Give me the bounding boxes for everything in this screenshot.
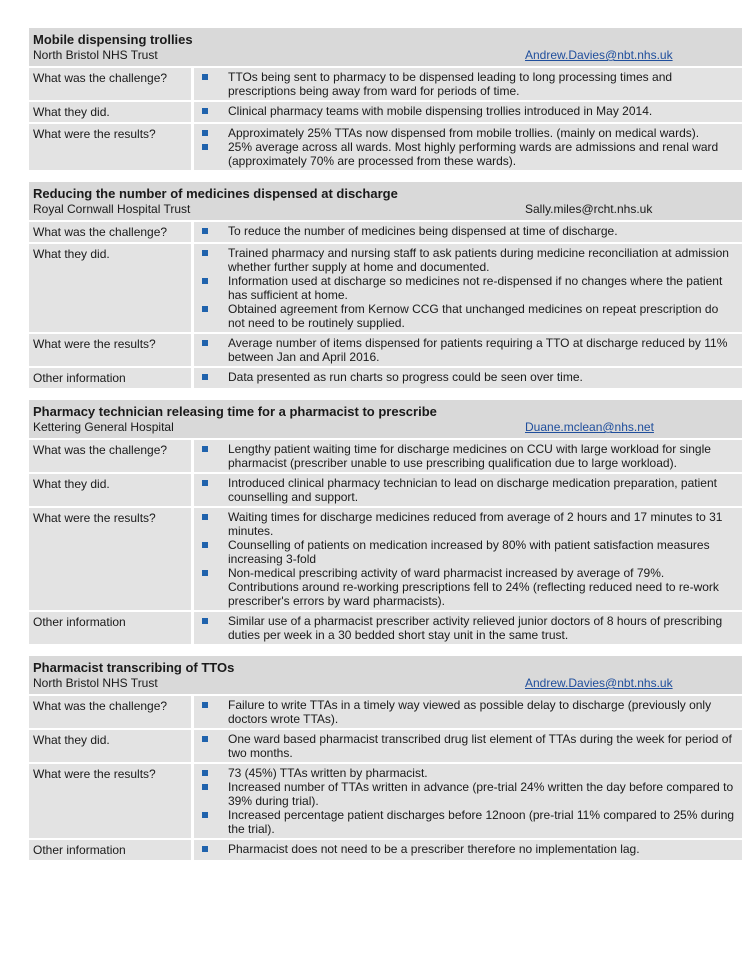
case-row bbox=[29, 244, 742, 332]
square-bullet-icon bbox=[200, 370, 228, 384]
organisation-name: North Bristol NHS Trust bbox=[33, 676, 158, 690]
bullet-text: Failure to write TTAs in a timely way viewed as possible delay to discharge (previously only doctors wrote TTAs). bbox=[228, 698, 712, 726]
bullet-item bbox=[200, 808, 738, 836]
case-subheader bbox=[33, 48, 736, 63]
square-bullet-icon bbox=[200, 246, 228, 274]
square-bullet-icon bbox=[200, 70, 228, 98]
square-bullet-icon bbox=[200, 274, 228, 302]
row-content bbox=[194, 368, 742, 388]
case-title: Pharmacy technician releasing time for a pharmacist to prescribe bbox=[33, 404, 437, 419]
square-bullet-icon bbox=[200, 766, 228, 780]
bullet-text: 25% average across all wards. Most highly performing wards are admissions and renal ward (approximately 70% are processed from these wards). bbox=[228, 140, 719, 168]
row-content bbox=[194, 68, 742, 100]
row-content bbox=[194, 244, 742, 332]
case-row bbox=[29, 764, 742, 838]
bullet-text: Obtained agreement from Kernow CCG that unchanged medicines on repeat prescription do not need to be routinely supplied. bbox=[228, 302, 719, 330]
square-bullet-icon bbox=[200, 566, 228, 608]
bullet-text: One ward based pharmacist transcribed drug list element of TTAs during the week for period of two months. bbox=[228, 732, 732, 760]
case-row bbox=[29, 440, 742, 472]
square-bullet-icon bbox=[200, 698, 228, 726]
row-content bbox=[194, 334, 742, 366]
row-label: What was the challenge? bbox=[29, 440, 191, 472]
bullet-item bbox=[200, 336, 738, 364]
bullet-text: Trained pharmacy and nursing staff to ask patients during medicine reconciliation at admission whether further supply at home and documented. bbox=[228, 246, 729, 274]
case-subheader bbox=[33, 202, 736, 217]
bullet-item bbox=[200, 476, 738, 504]
case-row bbox=[29, 368, 742, 388]
bullet-item bbox=[200, 842, 738, 856]
case-row bbox=[29, 334, 742, 366]
case-study bbox=[29, 28, 742, 170]
row-content bbox=[194, 440, 742, 472]
bullet-text: Increased number of TTAs written in advance (pre-trial 24% written the day before compared to 39% during trial). bbox=[228, 780, 734, 808]
row-content bbox=[194, 124, 742, 170]
square-bullet-icon bbox=[200, 732, 228, 760]
case-row bbox=[29, 124, 742, 170]
row-label: What were the results? bbox=[29, 334, 191, 366]
row-content bbox=[194, 696, 742, 728]
row-label: What were the results? bbox=[29, 508, 191, 610]
bullet-item bbox=[200, 126, 738, 140]
square-bullet-icon bbox=[200, 780, 228, 808]
bullet-text: Data presented as run charts so progress could be seen over time. bbox=[228, 370, 583, 384]
case-row bbox=[29, 696, 742, 728]
row-label: What they did. bbox=[29, 244, 191, 332]
row-label: Other information bbox=[29, 612, 191, 644]
row-label: Other information bbox=[29, 368, 191, 388]
row-content bbox=[194, 764, 742, 838]
bullet-item bbox=[200, 766, 738, 780]
bullet-text: Non-medical prescribing activity of ward pharmacist increased by average of 79%. Contributions around re-working prescriptions fell to 24% (reflecting reduced need to re-work prescriber's errors by ward pharmacists). bbox=[228, 566, 719, 608]
bullet-text: Information used at discharge so medicines not re-dispensed if no changes where the patient has sufficient at home. bbox=[228, 274, 723, 302]
row-label: What were the results? bbox=[29, 764, 191, 838]
case-title: Reducing the number of medicines dispensed at discharge bbox=[33, 186, 398, 201]
row-label: What was the challenge? bbox=[29, 68, 191, 100]
case-row bbox=[29, 102, 742, 122]
case-study bbox=[29, 656, 742, 860]
bullet-text: Average number of items dispensed for patients requiring a TTO at discharge reduced by 11% between Jan and April 2016. bbox=[228, 336, 728, 364]
row-label: What they did. bbox=[29, 730, 191, 762]
case-row bbox=[29, 222, 742, 242]
bullet-item bbox=[200, 274, 738, 302]
row-content bbox=[194, 730, 742, 762]
bullet-text: Waiting times for discharge medicines reduced from average of 2 hours and 17 minutes to 31 minutes. bbox=[228, 510, 723, 538]
row-label: What they did. bbox=[29, 102, 191, 122]
bullet-item bbox=[200, 104, 738, 118]
row-content bbox=[194, 102, 742, 122]
square-bullet-icon bbox=[200, 442, 228, 470]
case-header bbox=[29, 400, 742, 438]
square-bullet-icon bbox=[200, 126, 228, 140]
bullet-item bbox=[200, 370, 738, 384]
bullet-text: Pharmacist does not need to be a prescriber therefore no implementation lag. bbox=[228, 842, 640, 856]
row-label: What they did. bbox=[29, 474, 191, 506]
square-bullet-icon bbox=[200, 104, 228, 118]
bullet-text: Introduced clinical pharmacy technician to lead on discharge medication preparation, patient counselling and support. bbox=[228, 476, 717, 504]
organisation-name: Royal Cornwall Hospital Trust bbox=[33, 202, 191, 216]
bullet-text: Clinical pharmacy teams with mobile dispensing trollies introduced in May 2014. bbox=[228, 104, 653, 118]
row-content bbox=[194, 612, 742, 644]
row-content bbox=[194, 474, 742, 506]
bullet-item bbox=[200, 224, 738, 238]
case-row bbox=[29, 474, 742, 506]
bullet-item bbox=[200, 732, 738, 760]
row-label: Other information bbox=[29, 840, 191, 860]
case-header bbox=[29, 28, 742, 66]
bullet-item bbox=[200, 140, 738, 168]
case-row bbox=[29, 508, 742, 610]
square-bullet-icon bbox=[200, 302, 228, 330]
bullet-item bbox=[200, 538, 738, 566]
case-row bbox=[29, 68, 742, 100]
row-label: What was the challenge? bbox=[29, 222, 191, 242]
square-bullet-icon bbox=[200, 510, 228, 538]
bullet-text: Similar use of a pharmacist prescriber activity relieved junior doctors of 8 hours of prescribing duties per week in a 30 bedded short stay unit in the same trust. bbox=[228, 614, 723, 642]
case-row bbox=[29, 730, 742, 762]
row-content bbox=[194, 222, 742, 242]
bullet-item bbox=[200, 510, 738, 538]
bullet-text: TTOs being sent to pharmacy to be dispensed leading to long processing times and prescriptions being away from ward for periods of time. bbox=[228, 70, 673, 98]
bullet-text: Lengthy patient waiting time for discharge medicines on CCU with large workload for single pharmacist (prescriber unable to use prescribing qualification due to large workload). bbox=[228, 442, 711, 470]
organisation-name: Kettering General Hospital bbox=[33, 420, 174, 434]
bullet-item bbox=[200, 614, 738, 642]
bullet-text: Counselling of patients on medication increased by 80% with patient satisfaction measures increasing 3-fold bbox=[228, 538, 710, 566]
bullet-item bbox=[200, 442, 738, 470]
row-content bbox=[194, 508, 742, 610]
contact-email[interactable]: Duane.mclean@nhs.net bbox=[525, 420, 654, 434]
row-label: What were the results? bbox=[29, 124, 191, 170]
square-bullet-icon bbox=[200, 614, 228, 642]
bullet-item bbox=[200, 70, 738, 98]
bullet-text: Increased percentage patient discharges before 12noon (pre-trial 11% compared to 25% during the trial). bbox=[228, 808, 735, 836]
case-header bbox=[29, 656, 742, 694]
square-bullet-icon bbox=[200, 808, 228, 836]
bullet-item bbox=[200, 246, 738, 274]
case-row bbox=[29, 840, 742, 860]
square-bullet-icon bbox=[200, 476, 228, 504]
square-bullet-icon bbox=[200, 336, 228, 364]
square-bullet-icon bbox=[200, 842, 228, 856]
row-content bbox=[194, 840, 742, 860]
bullet-item bbox=[200, 566, 738, 608]
contact-email[interactable]: Andrew.Davies@nbt.nhs.uk bbox=[525, 48, 673, 62]
bullet-text: 73 (45%) TTAs written by pharmacist. bbox=[228, 766, 428, 780]
case-title: Pharmacist transcribing of TTOs bbox=[33, 660, 235, 675]
case-subheader bbox=[33, 420, 736, 435]
case-header bbox=[29, 182, 742, 220]
case-subheader bbox=[33, 676, 736, 691]
square-bullet-icon bbox=[200, 140, 228, 168]
case-study bbox=[29, 182, 742, 388]
case-row bbox=[29, 612, 742, 644]
organisation-name: North Bristol NHS Trust bbox=[33, 48, 158, 62]
bullet-item bbox=[200, 302, 738, 330]
bullet-text: To reduce the number of medicines being dispensed at time of discharge. bbox=[228, 224, 618, 238]
case-study bbox=[29, 400, 742, 644]
square-bullet-icon bbox=[200, 224, 228, 238]
row-label: What was the challenge? bbox=[29, 696, 191, 728]
square-bullet-icon bbox=[200, 538, 228, 566]
contact-email[interactable]: Andrew.Davies@nbt.nhs.uk bbox=[525, 676, 673, 690]
bullet-item bbox=[200, 780, 738, 808]
case-title: Mobile dispensing trollies bbox=[33, 32, 193, 47]
bullet-item bbox=[200, 698, 738, 726]
contact-email: Sally.miles@rcht.nhs.uk bbox=[525, 202, 653, 216]
bullet-text: Approximately 25% TTAs now dispensed from mobile trollies. (mainly on medical wards). bbox=[228, 126, 700, 140]
